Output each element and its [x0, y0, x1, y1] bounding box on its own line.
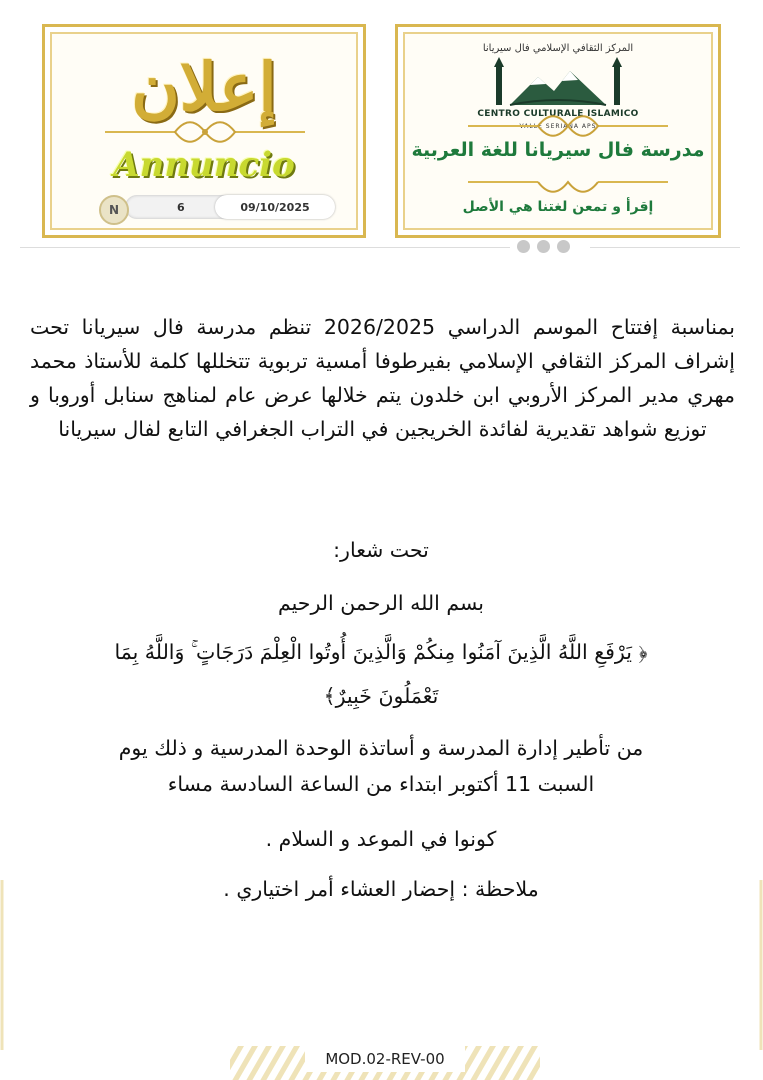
slogan-intro: تحت شعار: — [333, 538, 429, 562]
logo-name: CENTRO CULTURALE ISLAMICO — [477, 109, 639, 119]
school-slogan: إقرأ و تمعن لغتنا هي الأصل — [462, 199, 654, 215]
gold-ornament-icon — [105, 117, 305, 147]
gold-ornament-icon — [468, 167, 668, 197]
note-line: ملاحظة : إحضار العشاء أمر اختياري . — [223, 877, 539, 901]
school-name: مدرسة فال سيريانا للغة العربية — [411, 139, 705, 161]
quran-verse-line-1: ﴿ يَرْفَعِ اللَّهُ الَّذِينَ آمَنُوا مِنكُمْ وَالَّذِينَ أُوتُوا الْعِلْمَ دَرَجَاتٍ ۚ وَاللَّهُ بِمَا — [114, 640, 648, 664]
frame-corner — [42, 209, 71, 238]
announcement-paragraph: بمناسبة إفتتاح الموسم الدراسي 2026/2025 تنظم مدرسة فال سيريانا تحت إشراف المركز الثقافي الإسلامي بفيرطوفا أمسية تربوية تتخللها كلمة للأستاذ محمد مهري مدير المركز الأروبي ابن خلدون يتم خلالها عرض عام لمناهج سنابل أوروبا و توزيع شواهد تقديرية لفائدة الخريجين في التراب الجغرافي التابع لفال سيريانا — [30, 315, 735, 441]
school-header-panel — [395, 24, 721, 238]
announcement-title-arabic: إعلان — [131, 48, 277, 126]
announcement-header-panel — [42, 24, 366, 238]
divider — [20, 247, 510, 248]
organizers-line-1: من تأطير إدارة المدرسة و أساتذة الوحدة المدرسية و ذلك يوم — [118, 736, 644, 760]
announcement-title-italian: Annuncio — [113, 145, 295, 185]
quran-verse-line-2: تَعْمَلُونَ خَبِيرٌ﴾ — [323, 684, 439, 708]
organizers-line-2: السبت 11 أكتوبر ابتداء من الساعة السادسة مساء — [167, 772, 595, 796]
frame-corner — [337, 209, 366, 238]
mosque-mountain-logo-icon — [488, 57, 628, 111]
divider — [590, 247, 740, 248]
side-decoration — [0, 880, 14, 1050]
logo-subtitle: VALLE SERIANA APS — [519, 123, 597, 130]
logo-arabic-text: المركز الثقافي الإسلامي فال سيريانا — [482, 43, 634, 54]
dot-icon — [517, 240, 530, 253]
announcement-number-value: 6 — [177, 200, 185, 214]
side-decoration — [749, 880, 763, 1050]
gold-ornament-icon — [468, 111, 668, 141]
dot-icon — [537, 240, 550, 253]
basmala: بسم الله الرحمن الرحيم — [277, 591, 485, 615]
closing-line: كونوا في الموعد و السلام . — [265, 827, 497, 851]
number-badge: N — [99, 195, 129, 225]
announcement-date: 09/10/2025 — [215, 195, 335, 219]
document-code: MOD.02-REV-00 — [305, 1046, 465, 1072]
dot-icon — [557, 240, 570, 253]
page-dots — [517, 240, 570, 253]
